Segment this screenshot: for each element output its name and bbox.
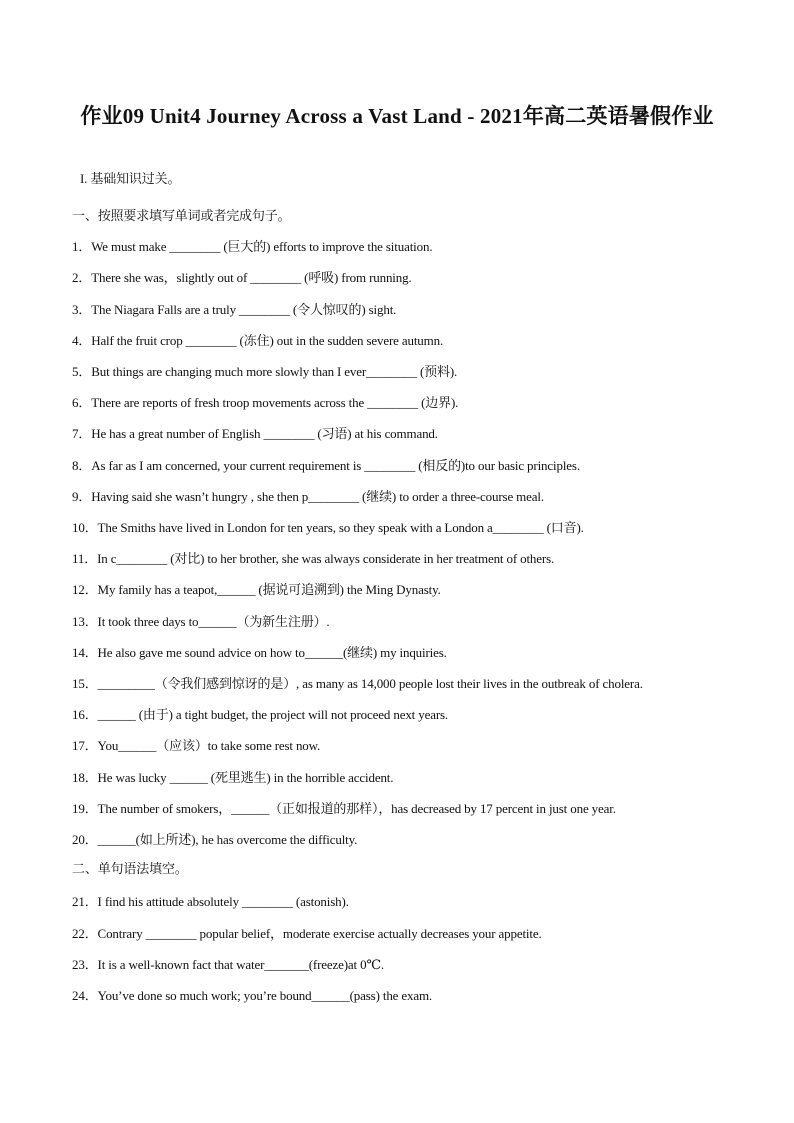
part2-heading: 二、单句语法填空。 [72, 861, 188, 876]
question-17: 17．You______（应该）to take some rest now. [72, 738, 321, 753]
question-24: 24．You’ve done so much work; you’re bound______(pass) the exam. [72, 988, 433, 1003]
question-10: 10．The Smiths have lived in London for ten years, so they speak with a London a________ (口音). [72, 520, 584, 535]
question-22: 22．Contrary ________ popular belief，moderate exercise actually decreases your appetite. [72, 926, 542, 941]
question-1: 1．We must make ________ (巨大的) efforts to improve the situation. [72, 239, 433, 254]
question-12: 12．My family has a teapot,______ (据说可追溯到) the Ming Dynasty. [72, 582, 441, 597]
question-21: 21．I find his attitude absolutely ________ (astonish). [72, 894, 349, 909]
question-5: 5．But things are changing much more slowly than I ever________ (预料). [72, 364, 458, 379]
page-title: 作业09 Unit4 Journey Across a Vast Land - 2021年高二英语暑假作业 [80, 104, 714, 128]
question-16: 16．______ (由于) a tight budget, the project will not proceed next years. [72, 707, 449, 722]
question-14: 14．He also gave me sound advice on how to______(继续) my inquiries. [72, 645, 447, 660]
question-2: 2．There she was，slightly out of ________ (呼吸) from running. [72, 270, 412, 285]
question-18: 18．He was lucky ______ (死里逃生) in the horrible accident. [72, 770, 394, 785]
question-8: 8．As far as I am concerned, your current requirement is ________ (相反的)to our basic principles. [72, 458, 580, 473]
question-6: 6．There are reports of fresh troop movements across the ________ (边界). [72, 395, 459, 410]
section-basic-knowledge: I. 基础知识过关。 [80, 171, 181, 186]
question-19: 19．The number of smokers，______（正如报道的那样），has decreased by 17 percent in just one year. [72, 801, 616, 816]
part1-heading: 一、按照要求填写单词或者完成句子。 [72, 208, 291, 223]
question-7: 7．He has a great number of English ________ (习语) at his command. [72, 426, 438, 441]
question-9: 9．Having said she wasn’t hungry , she then p________ (继续) to order a three-course meal. [72, 489, 544, 504]
question-13: 13．It took three days to______（为新生注册）. [72, 614, 330, 629]
question-3: 3．The Niagara Falls are a truly ________ (令人惊叹的) sight. [72, 302, 397, 317]
question-23: 23．It is a well-known fact that water_______(freeze)at 0℃. [72, 957, 384, 972]
question-20: 20．______(如上所述), he has overcome the difficulty. [72, 832, 358, 847]
question-4: 4．Half the fruit crop ________ (冻住) out in the sudden severe autumn. [72, 333, 444, 348]
question-15: 15．_________（令我们感到惊讶的是）, as many as 14,000 people lost their lives in the outbreak of cholera. [72, 676, 643, 691]
question-11: 11．In c________ (对比) to her brother, she was always considerate in her treatment of others. [72, 551, 555, 566]
